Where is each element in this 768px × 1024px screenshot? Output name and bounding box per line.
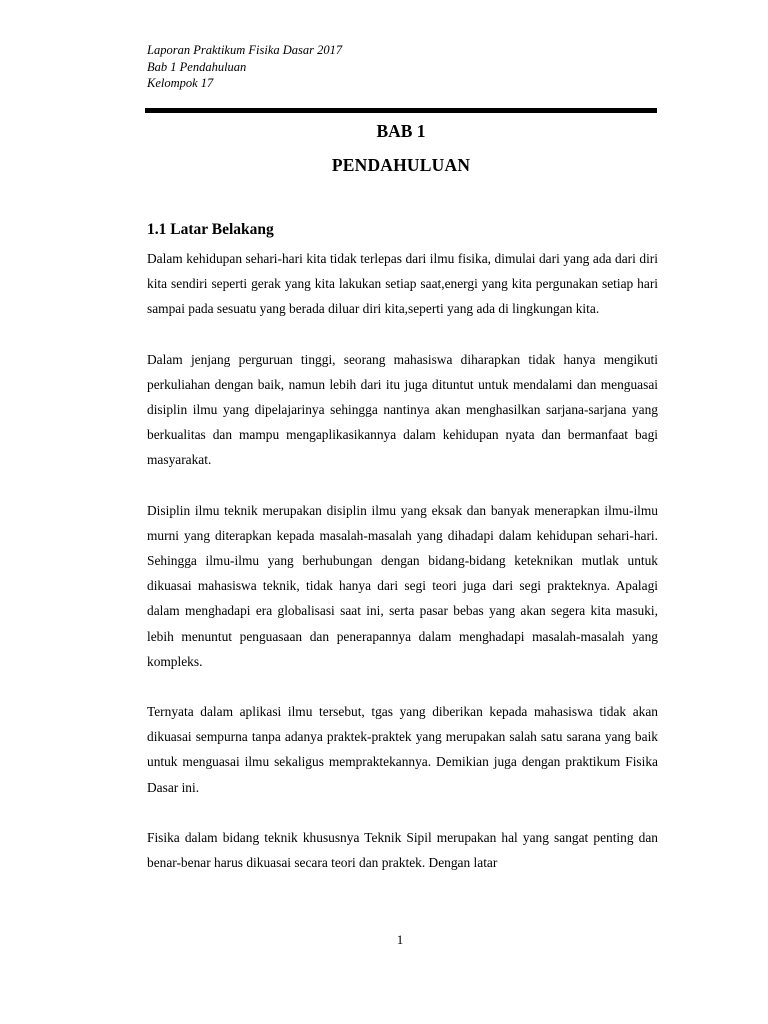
body-text <box>147 246 658 900</box>
paragraph-4: Ternyata dalam aplikasi ilmu tersebut, tgas yang diberikan kepada mahasiswa tidak akan dikuasai sempurna tanpa adanya praktek-praktek yang merupakan salah satu sarana yang baik untuk menguasai ilmu sekaligus mempraktekannya. Demikian juga dengan praktikum Fisika Dasar ini. <box>147 704 658 795</box>
header-divider <box>145 108 657 113</box>
paragraph-1: Dalam kehidupan sehari-hari kita tidak terlepas dari ilmu fisika, dimulai dari yang ada dari diri kita sendiri seperti gerak yang kita lakukan setiap saat,energi yang kita pergunakan setiap hari sampai pada sesuatu yang berada diluar diri kita,seperti yang ada di lingkungan kita. <box>147 251 658 317</box>
paragraph-5: Fisika dalam bidang teknik khususnya Teknik Sipil merupakan hal yang sangat penting dan benar-benar harus dikuasai secara teori dan praktek. Dengan latar <box>147 829 658 871</box>
header-chapter-label: Bab 1 Pendahuluan <box>147 59 247 74</box>
paragraph-2: Dalam jenjang perguruan tinggi, seorang mahasiswa diharapkan tidak hanya mengikuti perkuliahan dengan baik, namun lebih dari itu juga dituntut untuk mendalami dan menguasai disiplin ilmu yang dipelajarinya sehingga nantinya akan menghasilkan sarjana-sarjana yang berkualitas dan mampu mengaplikasikannya dalam kehidupan nyata dan bermanfaat bagi masyarakat. <box>147 351 658 468</box>
page-number: 1 <box>396 932 404 947</box>
chapter-number: BAB 1 <box>376 121 426 141</box>
paragraph-3: Disiplin ilmu teknik merupakan disiplin ilmu yang eksak dan banyak menerapkan ilmu-ilmu murni yang diterapkan kepada masalah-masalah yang dihadapi dalam kehidupan sehari-hari. Sehingga ilmu-ilmu yang berhubungan dengan bidang-bidang keteknikan mutlak untuk dikuasai mahasiswa teknik, tidak hanya dari segi teori juga dari segi prakteknya. Apalagi dalam menghadapi era globalisasi saat ini, serta pasar bebas yang akan segera kita masuki, lebih menuntut penguasaan dan penerapannya dalam menghadapi masalah-masalah yang kompleks. <box>147 502 658 669</box>
section-heading: 1.1 Latar Belakang <box>147 221 274 238</box>
header-report-title: Laporan Praktikum Fisika Dasar 2017 <box>147 43 343 57</box>
running-header <box>147 42 342 92</box>
header-group-label: Kelompok 17 <box>147 76 214 90</box>
chapter-title: PENDAHULUAN <box>331 155 471 175</box>
